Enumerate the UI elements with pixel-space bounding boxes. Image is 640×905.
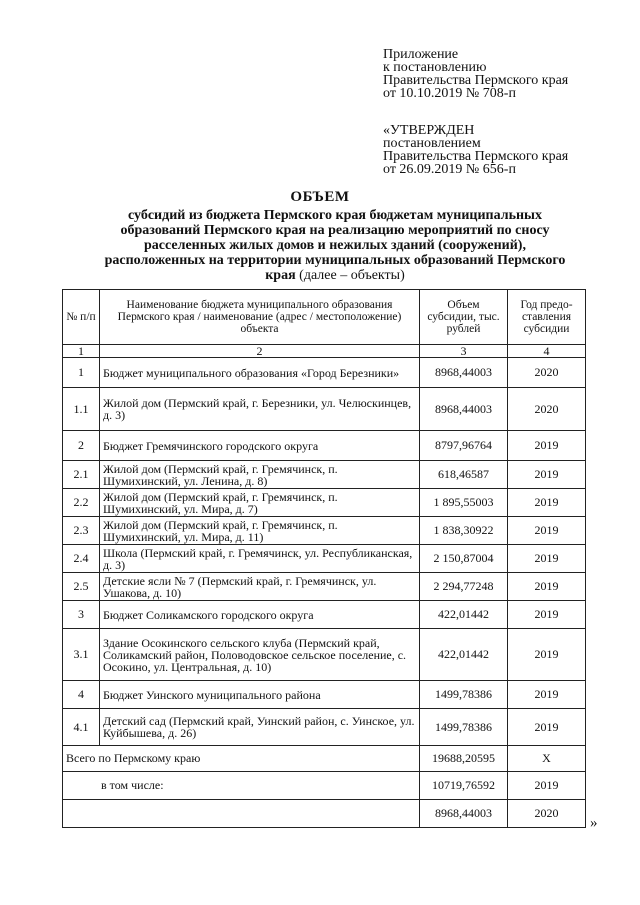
header-name: Наименование бюджета муниципального образования Пермского края / наименование (адрес / местоположение) объекта bbox=[100, 290, 420, 345]
table-row bbox=[63, 489, 586, 517]
row-amount: 1 838,30922 bbox=[420, 517, 508, 545]
row-year: 2019 bbox=[508, 709, 586, 746]
subsidy-table bbox=[62, 289, 586, 828]
approval-line: Правительства Пермского края bbox=[383, 149, 569, 164]
row-number: 2.1 bbox=[63, 461, 100, 489]
annex-line: Правительства Пермского края bbox=[383, 73, 569, 88]
approval-line: от 26.09.2019 № 656-п bbox=[383, 162, 516, 177]
row-number: 2.2 bbox=[63, 489, 100, 517]
row-amount: 2 150,87004 bbox=[420, 545, 508, 573]
header-amount: Объем субсидии, тыс. рублей bbox=[420, 290, 508, 345]
including-row bbox=[63, 772, 586, 800]
table-header-row bbox=[63, 290, 586, 345]
total-year: Х bbox=[508, 746, 586, 772]
row-name: Школа (Пермский край, г. Гремячинск, ул. Республиканская, д. 3) bbox=[100, 545, 420, 573]
row-name: Бюджет Уинского муниципального района bbox=[100, 681, 420, 709]
row-name: Жилой дом (Пермский край, г. Березники, ул. Челюскинцев, д. 3) bbox=[100, 388, 420, 431]
last-amount: 8968,44003 bbox=[420, 800, 508, 828]
table-row bbox=[63, 545, 586, 573]
row-number: 1 bbox=[63, 358, 100, 388]
row-name: Жилой дом (Пермский край, г. Гремячинск, п. Шумихинский, ул. Ленина, д. 8) bbox=[100, 461, 420, 489]
row-year: 2019 bbox=[508, 545, 586, 573]
table-row bbox=[63, 573, 586, 601]
row-amount: 422,01442 bbox=[420, 601, 508, 629]
row-name: Детский сад (Пермский край, Уинский район, с. Уинское, ул. Куйбышева, д. 26) bbox=[100, 709, 420, 746]
row-number: 3.1 bbox=[63, 629, 100, 681]
header-number: № п/п bbox=[63, 290, 100, 345]
empty-cell bbox=[63, 800, 420, 828]
row-number: 2.3 bbox=[63, 517, 100, 545]
row-amount: 1499,78386 bbox=[420, 709, 508, 746]
closing-quote: » bbox=[590, 815, 598, 831]
table-row bbox=[63, 431, 586, 461]
table-row bbox=[63, 388, 586, 431]
row-year: 2019 bbox=[508, 629, 586, 681]
row-name: Бюджет Соликамского городского округа bbox=[100, 601, 420, 629]
row-year: 2019 bbox=[508, 431, 586, 461]
row-year: 2019 bbox=[508, 573, 586, 601]
row-number: 2.4 bbox=[63, 545, 100, 573]
row-name: Детские ясли № 7 (Пермский край, г. Гремячинск, ул. Ушакова, д. 10) bbox=[100, 573, 420, 601]
annex-line: Приложение bbox=[383, 47, 459, 62]
row-name: Жилой дом (Пермский край, г. Гремячинск, п. Шумихинский, ул. Мира, д. 11) bbox=[100, 517, 420, 545]
row-amount: 8968,44003 bbox=[420, 388, 508, 431]
row-number: 1.1 bbox=[63, 388, 100, 431]
approval-line: «УТВЕРЖДЕН bbox=[383, 123, 475, 138]
row-year: 2019 bbox=[508, 517, 586, 545]
index-cell: 3 bbox=[420, 345, 508, 358]
row-amount: 1499,78386 bbox=[420, 681, 508, 709]
index-cell: 2 bbox=[100, 345, 420, 358]
row-amount: 618,46587 bbox=[420, 461, 508, 489]
row-amount: 8968,44003 bbox=[420, 358, 508, 388]
last-year: 2020 bbox=[508, 800, 586, 828]
row-name: Здание Осокинского сельского клуба (Пермский край, Соликамский район, Половодовское сельское поселение, с. Осокино, ул. Центральная, д. 10) bbox=[100, 629, 420, 681]
table-index-row bbox=[63, 345, 586, 358]
row-name: Жилой дом (Пермский край, г. Гремячинск, п. Шумихинский, ул. Мира, д. 7) bbox=[100, 489, 420, 517]
table-row bbox=[63, 517, 586, 545]
row-number: 2.5 bbox=[63, 573, 100, 601]
row-amount: 8797,96764 bbox=[420, 431, 508, 461]
annex-line: к постановлению bbox=[383, 60, 487, 75]
row-number: 2 bbox=[63, 431, 100, 461]
document-title: ОБЪЕМ bbox=[290, 189, 350, 205]
row-number: 4 bbox=[63, 681, 100, 709]
including-amount: 10719,76592 bbox=[420, 772, 508, 800]
table-row bbox=[63, 601, 586, 629]
subtitle-normal: (далее – объекты) bbox=[295, 268, 405, 283]
total-label: Всего по Пермскому краю bbox=[63, 746, 420, 772]
index-cell: 4 bbox=[508, 345, 586, 358]
row-year: 2019 bbox=[508, 489, 586, 517]
subtitle-bold: субсидий из бюджета Пермского края бюджетам муниципальных образований Пермского края на реализацию мероприятий по сносу расселенных жилых домов и нежилых зданий (сооружений), расположенных на территории муниципальных образований Пермского края bbox=[104, 208, 566, 283]
row-number: 4.1 bbox=[63, 709, 100, 746]
row-name: Бюджет Гремячинского городского округа bbox=[100, 431, 420, 461]
row-year: 2020 bbox=[508, 358, 586, 388]
table-row bbox=[63, 461, 586, 489]
including-label: в том числе: bbox=[63, 772, 420, 800]
row-amount: 1 895,55003 bbox=[420, 489, 508, 517]
last-row bbox=[63, 800, 586, 828]
index-cell: 1 bbox=[63, 345, 100, 358]
approval-block bbox=[383, 124, 568, 176]
document-subtitle bbox=[100, 208, 570, 283]
annex-line: от 10.10.2019 № 708-п bbox=[383, 86, 516, 101]
table-row bbox=[63, 358, 586, 388]
row-year: 2019 bbox=[508, 601, 586, 629]
approval-line: постановлением bbox=[383, 136, 481, 151]
row-year: 2019 bbox=[508, 461, 586, 489]
row-amount: 2 294,77248 bbox=[420, 573, 508, 601]
row-name: Бюджет муниципального образования «Город Березники» bbox=[100, 358, 420, 388]
row-number: 3 bbox=[63, 601, 100, 629]
row-amount: 422,01442 bbox=[420, 629, 508, 681]
header-year: Год предо-ставления субсидии bbox=[508, 290, 586, 345]
table-row bbox=[63, 629, 586, 681]
table-row bbox=[63, 681, 586, 709]
total-row bbox=[63, 746, 586, 772]
including-year: 2019 bbox=[508, 772, 586, 800]
table-row bbox=[63, 709, 586, 746]
total-amount: 19688,20595 bbox=[420, 746, 508, 772]
row-year: 2019 bbox=[508, 681, 586, 709]
row-year: 2020 bbox=[508, 388, 586, 431]
annex-block bbox=[383, 48, 568, 100]
